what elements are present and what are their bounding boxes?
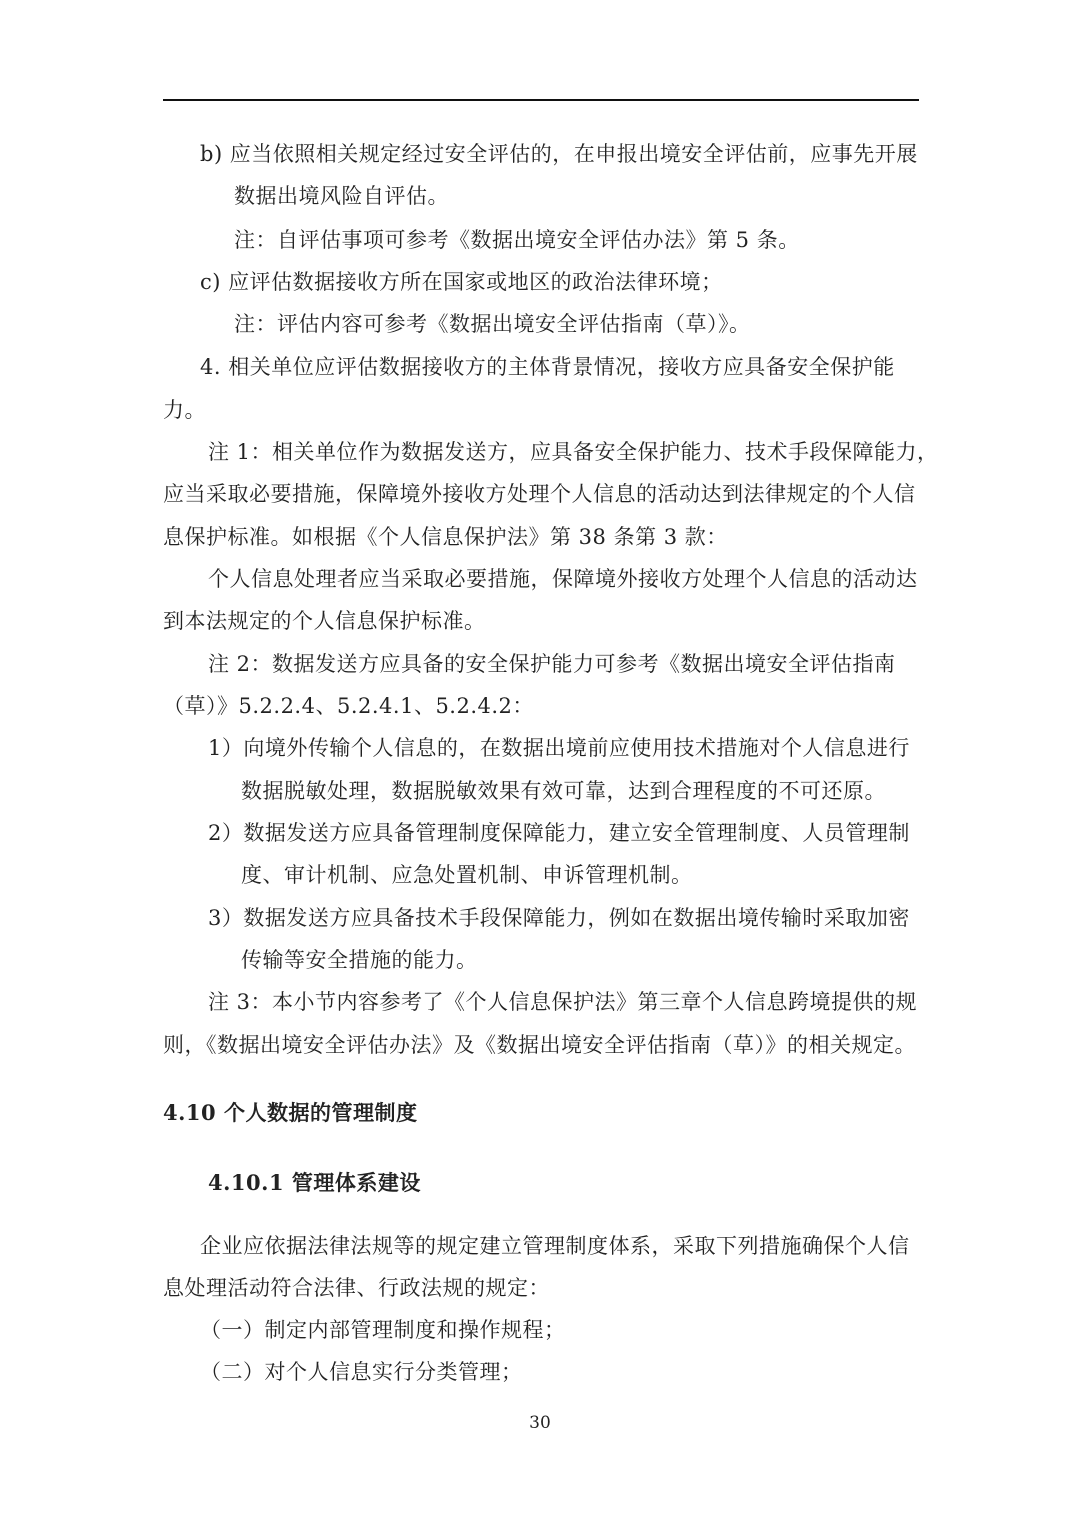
section-4-10-heading: 4.10 个人数据的管理制度 — [163, 1100, 418, 1125]
section-4-10-1-item-1: （一）制定内部管理制度和操作规程； — [200, 1318, 566, 1342]
item-4-line-1: 4. 相关单位应评估数据接收方的主体背景情况，接收方应具备安全保护能 — [200, 355, 895, 379]
note-1-line-3: 息保护标准。如根据《个人信息保护法》第 38 条第 3 款： — [163, 525, 728, 549]
note-2-item-3-line-1: 3）数据发送方应具备技术手段保障能力，例如在数据出境传输时采取加密 — [208, 906, 910, 930]
note-2-line-1: 注 2：数据发送方应具备的安全保护能力可参考《数据出境安全评估指南 — [208, 652, 896, 676]
item-b-note: 注：自评估事项可参考《数据出境安全评估办法》第 5 条。 — [234, 228, 800, 252]
section-4-10-1-para-line-1: 企业应依据法律法规等的规定建立管理制度体系，采取下列措施确保个人信 — [200, 1234, 910, 1258]
note-2-item-2-line-1: 2）数据发送方应具备管理制度保障能力，建立安全管理制度、人员管理制 — [208, 821, 910, 845]
item-c-line-1: c) 应评估数据接收方所在国家或地区的政治法律环境； — [200, 270, 723, 294]
note-2-item-2-line-2: 度、审计机制、应急处置机制、申诉管理机制。 — [241, 863, 693, 887]
section-4-10-1-heading: 4.10.1 管理体系建设 — [208, 1170, 421, 1195]
note-2-item-1-line-1: 1）向境外传输个人信息的，在数据出境前应使用技术措施对个人信息进行 — [208, 736, 910, 760]
note-1-line-2: 应当采取必要措施，保障境外接收方处理个人信息的活动达到法律规定的个人信 — [163, 482, 916, 506]
section-4-10-1-item-2: （二）对个人信息实行分类管理； — [200, 1360, 523, 1384]
item-c-note: 注：评估内容可参考《数据出境安全评估指南（草）》。 — [234, 312, 751, 336]
note-3-line-2: 则，《数据出境安全评估办法》及《数据出境安全评估指南（草）》的相关规定。 — [163, 1033, 916, 1057]
note-1-quote-2: 到本法规定的个人信息保护标准。 — [163, 609, 486, 633]
header-rule — [163, 99, 919, 101]
item-4-line-2: 力。 — [163, 398, 206, 422]
note-1-line-1: 注 1：相关单位作为数据发送方，应具备安全保护能力、技术手段保障能力， — [208, 440, 939, 464]
note-2-item-3-line-2: 传输等安全措施的能力。 — [241, 948, 478, 972]
page-number: 30 — [529, 1413, 551, 1433]
section-4-10-1-para-line-2: 息处理活动符合法律、行政法规的规定： — [163, 1276, 550, 1300]
note-1-quote-1: 个人信息处理者应当采取必要措施，保障境外接收方处理个人信息的活动达 — [208, 567, 918, 591]
item-b-line-1: b) 应当依照相关规定经过安全评估的，在申报出境安全评估前，应事先开展 — [200, 142, 918, 166]
note-3-line-1: 注 3：本小节内容参考了《个人信息保护法》第三章个人信息跨境提供的规 — [208, 990, 918, 1014]
note-2-line-2: （草）》5.2.2.4、5.2.4.1、5.2.4.2： — [163, 694, 534, 718]
item-b-line-2: 数据出境风险自评估。 — [234, 184, 449, 208]
note-2-item-1-line-2: 数据脱敏处理，数据脱敏效果有效可靠，达到合理程度的不可还原。 — [241, 779, 886, 803]
